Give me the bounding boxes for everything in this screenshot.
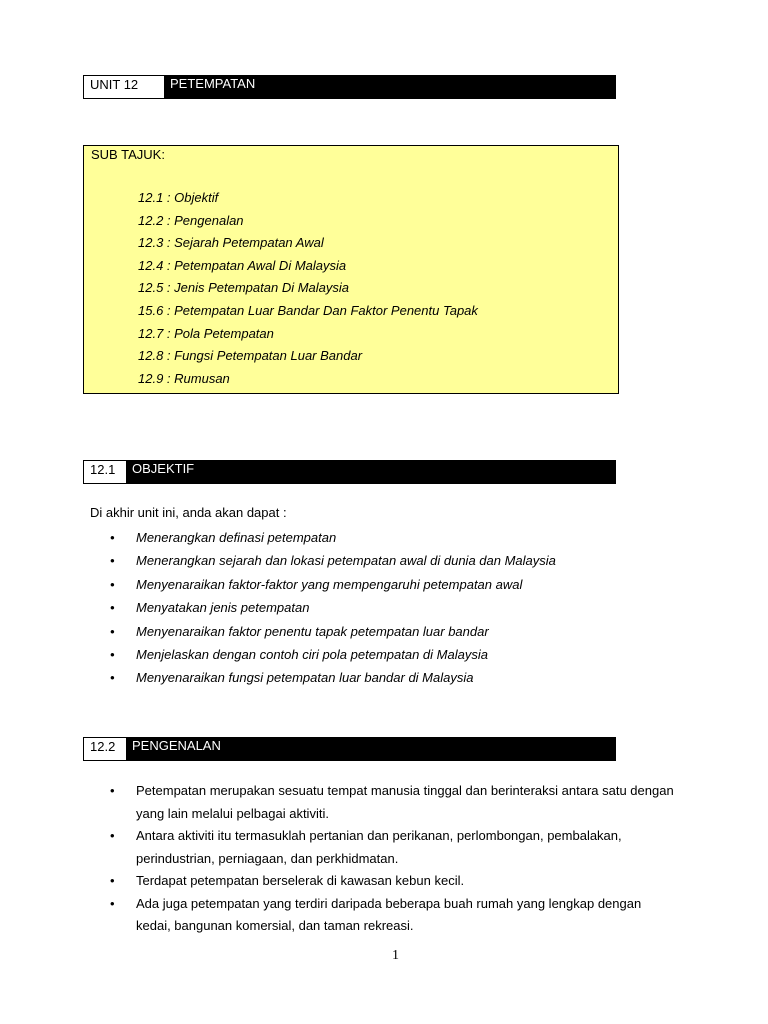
section-objektif-title: OBJEKTIF bbox=[126, 461, 615, 483]
objektif-item: • Menyatakan jenis petempatan bbox=[110, 596, 556, 619]
objektif-item: • Menyenaraikan faktor penentu tapak petempatan luar bandar bbox=[110, 620, 556, 643]
unit-number: UNIT 12 bbox=[84, 76, 164, 98]
sub-tajuk-item: 12.8 : Fungsi Petempatan Luar Bandar bbox=[138, 348, 363, 364]
pengenalan-list bbox=[110, 780, 676, 938]
sub-tajuk-list bbox=[138, 187, 478, 390]
objektif-item: • Menerangkan definasi petempatan bbox=[110, 526, 556, 549]
section-objektif-header bbox=[83, 460, 616, 484]
section-objektif-number: 12.1 bbox=[84, 461, 126, 483]
objektif-item: • Menyenaraikan fungsi petempatan luar bandar di Malaysia bbox=[110, 666, 556, 689]
sub-tajuk-label: SUB TAJUK: bbox=[91, 147, 165, 162]
sub-tajuk-item: 12.3 : Sejarah Petempatan Awal bbox=[138, 235, 324, 251]
sub-tajuk-box bbox=[83, 145, 619, 394]
sub-tajuk-item: 12.1 : Objektif bbox=[138, 190, 219, 205]
pengenalan-item: • Petempatan merupakan sesuatu tempat manusia tinggal dan berinteraksi antara satu dengan yang lain melalui pelbagai aktiviti. bbox=[110, 780, 676, 825]
sub-tajuk-item: 12.5 : Jenis Petempatan Di Malaysia bbox=[138, 280, 349, 296]
objektif-item: • Menjelaskan dengan contoh ciri pola petempatan di Malaysia bbox=[110, 643, 556, 666]
page-number: 1 bbox=[392, 948, 399, 963]
sub-tajuk-item: 12.9 : Rumusan bbox=[138, 370, 230, 386]
pengenalan-item: • Ada juga petempatan yang terdiri daripada beberapa buah rumah yang lengkap dengan kedai, bangunan komersial, dan taman rekreasi. bbox=[110, 893, 676, 938]
sub-tajuk-item: 12.4 : Petempatan Awal Di Malaysia bbox=[138, 257, 347, 273]
section-pengenalan-header bbox=[83, 737, 616, 761]
unit-title: PETEMPATAN bbox=[164, 76, 615, 98]
sub-tajuk-item: 12.7 : Pola Petempatan bbox=[138, 325, 274, 341]
unit-header bbox=[83, 75, 616, 99]
objektif-item: • Menerangkan sejarah dan lokasi petempatan awal di dunia dan Malaysia bbox=[110, 549, 556, 572]
section-pengenalan-number: 12.2 bbox=[84, 738, 126, 760]
pengenalan-item: • Terdapat petempatan berselerak di kawasan kebun kecil. bbox=[110, 870, 676, 893]
sub-tajuk-item: 12.2 : Pengenalan bbox=[138, 212, 244, 228]
pengenalan-item: • Antara aktiviti itu termasuklah pertanian dan perikanan, perlombongan, pembalakan, perindustrian, perniagaan, dan perkhidmatan. bbox=[110, 825, 676, 870]
sub-tajuk-item: 15.6 : Petempatan Luar Bandar Dan Faktor Penentu Tapak bbox=[138, 302, 478, 318]
objektif-item: • Menyenaraikan faktor-faktor yang mempengaruhi petempatan awal bbox=[110, 573, 556, 596]
section-pengenalan-title: PENGENALAN bbox=[126, 738, 615, 760]
objektif-intro: Di akhir unit ini, anda akan dapat : bbox=[90, 505, 287, 520]
objektif-list bbox=[110, 526, 556, 690]
